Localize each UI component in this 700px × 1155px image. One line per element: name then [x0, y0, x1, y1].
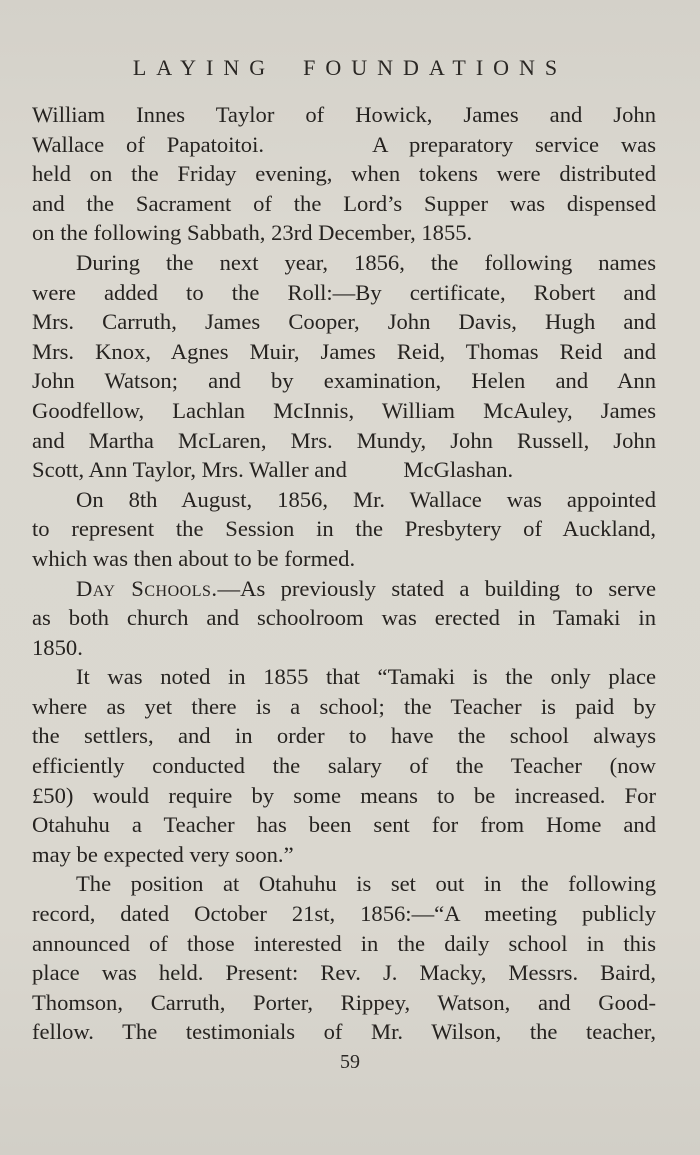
- body-text: [32, 100, 656, 1047]
- text-line: 1850.: [32, 634, 83, 660]
- paragraph: [32, 574, 656, 663]
- text-line: Mrs. Knox, Agnes Muir, James Reid, Thomas Reid and: [32, 338, 656, 364]
- text-line: During the next year, 1856, the following names: [76, 249, 656, 275]
- text-line: as both church and schoolroom was erected in Tamaki in: [32, 605, 656, 631]
- running-head: [0, 55, 700, 81]
- text-line: £50) would require by some means to be increased. For: [32, 782, 656, 808]
- running-head-word-1: LAYING: [132, 55, 276, 80]
- text-line: held on the Friday evening, when tokens were distributed: [32, 161, 656, 187]
- paragraph: [32, 248, 656, 485]
- text-line: and the Sacrament of the Lord’s Supper was dispensed: [32, 190, 656, 216]
- text-line: on the following Sabbath, 23rd December, 1855.: [32, 220, 473, 246]
- text-line: place was held. Present: Rev. J. Macky, Messrs. Baird,: [32, 960, 656, 986]
- text-line: Otahuhu a Teacher has been sent for from Home and: [32, 812, 656, 838]
- text-line: The position at Otahuhu is set out in the following: [76, 871, 656, 897]
- section-heading: Day Schools.: [76, 575, 218, 601]
- text-line: the settlers, and in order to have the school always: [32, 723, 656, 749]
- text-line: fellow. The testimonials of Mr. Wilson, the teacher,: [32, 1019, 656, 1045]
- page-number: 59: [340, 1051, 360, 1073]
- text-line: Goodfellow, Lachlan McInnis, William McAuley, James: [32, 397, 656, 423]
- text-line: William Innes Taylor of Howick, James and John: [32, 102, 656, 127]
- text-line: [32, 574, 656, 604]
- text-line: efficiently conducted the salary of the Teacher (now: [32, 753, 656, 779]
- text-run: —As previously stated a building to serve: [217, 575, 657, 601]
- text-line: and Martha McLaren, Mrs. Mundy, John Russell, John: [32, 427, 656, 453]
- text-line: Scott, Ann Taylor, Mrs. Waller and McGlashan.: [32, 457, 514, 483]
- text-line: may be expected very soon.”: [32, 841, 294, 867]
- text-line: which was then about to be formed.: [32, 545, 356, 571]
- paragraph: [32, 100, 656, 248]
- running-head-word-2: FOUNDATIONS: [303, 55, 568, 80]
- text-line: Mrs. Carruth, James Cooper, John Davis, Hugh and: [32, 309, 656, 335]
- paragraph: [32, 485, 656, 574]
- paragraph: [32, 869, 656, 1047]
- text-line: It was noted in 1855 that “Tamaki is the only place: [76, 664, 656, 690]
- paragraph: [32, 662, 656, 869]
- text-line: John Watson; and by examination, Helen and Ann: [32, 368, 656, 394]
- text-line: announced of those interested in the daily school in this: [32, 930, 656, 956]
- text-line: Wallace of Papatoitoi. A preparatory service was: [32, 131, 656, 157]
- text-line: where as yet there is a school; the Teacher is paid by: [32, 693, 656, 719]
- text-line: to represent the Session in the Presbytery of Auckland,: [32, 516, 656, 542]
- text-line: Thomson, Carruth, Porter, Rippey, Watson, and Good-: [32, 989, 656, 1015]
- text-line: record, dated October 21st, 1856:—“A meeting publicly: [32, 901, 656, 927]
- text-line: were added to the Roll:—By certificate, Robert and: [32, 279, 656, 305]
- text-line: On 8th August, 1856, Mr. Wallace was appointed: [76, 486, 656, 512]
